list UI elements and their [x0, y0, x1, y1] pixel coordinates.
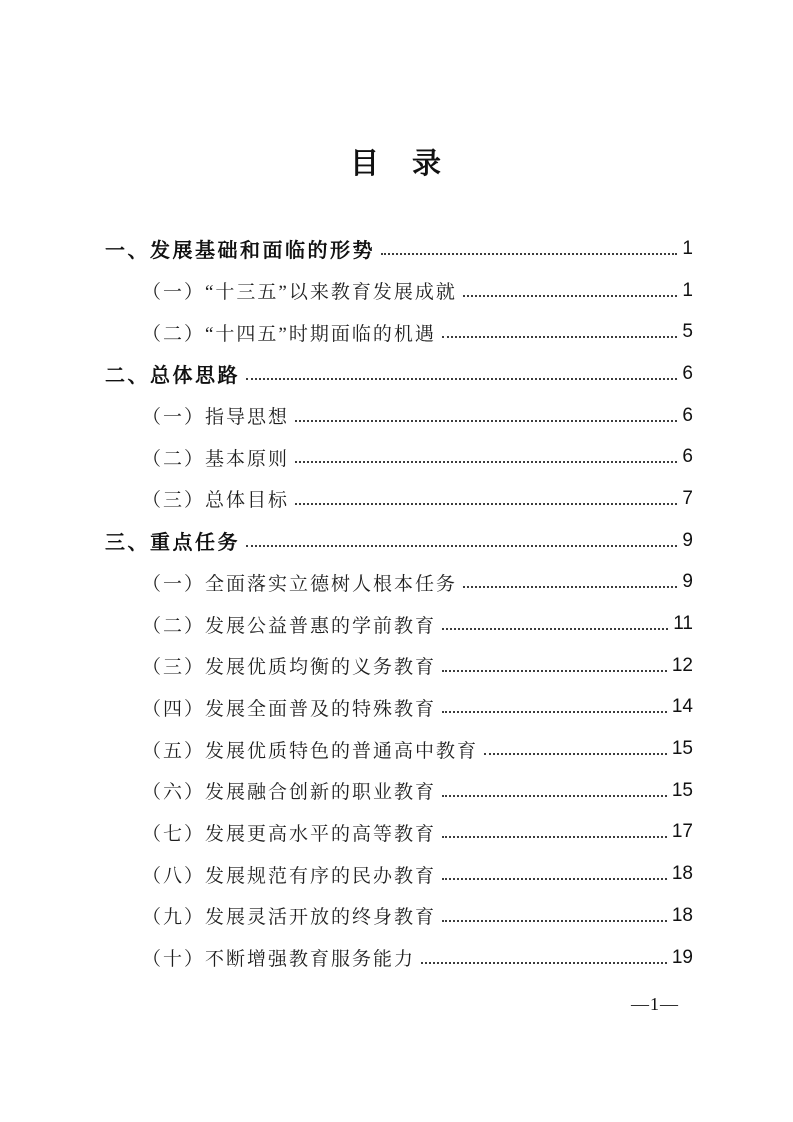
toc-dot-leader [381, 253, 677, 255]
toc-entry-label: （一）“十三五”以来教育发展成就 [142, 282, 457, 304]
toc-entry[interactable] [105, 353, 693, 395]
toc-entry-label: （三）总体目标 [142, 490, 290, 512]
toc-entry[interactable] [105, 728, 693, 770]
toc-dot-leader [421, 962, 667, 964]
toc-dot-leader [295, 461, 677, 463]
toc-entry[interactable] [105, 895, 693, 937]
toc-dot-leader [463, 586, 677, 588]
toc-entry-label: （九）发展灵活开放的终身教育 [142, 907, 437, 929]
toc-dot-leader [442, 336, 678, 338]
toc-entry-page: 1 [682, 279, 693, 301]
toc-entry[interactable] [105, 770, 693, 812]
toc-entry[interactable] [105, 645, 693, 687]
toc-entry-label: （二）发展公益普惠的学前教育 [142, 615, 437, 637]
toc-entry-label: （七）发展更高水平的高等教育 [142, 823, 437, 845]
toc-entry[interactable] [105, 436, 693, 478]
toc-entry-label: 三、重点任务 [105, 532, 240, 555]
toc-entry[interactable] [105, 812, 693, 854]
footer-page-number: —1— [631, 994, 679, 1014]
toc-entry-page: 15 [671, 779, 693, 801]
toc-entry-label: （八）发展规范有序的民办教育 [142, 865, 437, 887]
toc-dot-leader [246, 378, 677, 380]
toc-entry-page: 18 [671, 863, 693, 885]
toc-entry-label: （三）发展优质均衡的义务教育 [142, 657, 437, 679]
toc-entry-page: 9 [682, 571, 693, 593]
toc-dot-leader [484, 753, 667, 755]
toc-entry-label: （二）“十四五”时期面临的机遇 [142, 323, 436, 345]
toc-entry-page: 11 [673, 613, 693, 635]
toc-list [105, 228, 693, 978]
toc-entry-label: （四）发展全面普及的特殊教育 [142, 698, 437, 720]
toc-entry[interactable] [105, 937, 693, 979]
toc-entry[interactable] [105, 853, 693, 895]
toc-entry[interactable] [105, 270, 693, 312]
toc-entry-page: 19 [671, 946, 693, 968]
toc-entry-label: （六）发展融合创新的职业教育 [142, 782, 437, 804]
toc-entry-page: 6 [682, 404, 693, 426]
toc-entry-page: 15 [671, 738, 693, 760]
toc-entry-label: （一）全面落实立德树人根本任务 [142, 573, 458, 595]
toc-dot-leader [246, 545, 677, 547]
toc-entry-page: 14 [671, 696, 693, 718]
toc-entry[interactable] [105, 562, 693, 604]
toc-entry-label: （二）基本原则 [142, 448, 290, 470]
toc-dot-leader [442, 711, 667, 713]
toc-entry[interactable] [105, 520, 693, 562]
toc-dot-leader [442, 878, 667, 880]
toc-entry-page: 12 [671, 654, 693, 676]
toc-entry-page: 17 [671, 821, 693, 843]
toc-entry-page: 6 [682, 446, 693, 468]
toc-dot-leader [442, 920, 667, 922]
toc-dot-leader [442, 628, 668, 630]
toc-dot-leader [295, 503, 677, 505]
page-title: 目 录 [349, 148, 443, 180]
toc-entry-page: 1 [682, 237, 693, 259]
toc-entry-label: 一、发展基础和面临的形势 [105, 240, 375, 263]
toc-entry[interactable] [105, 687, 693, 729]
toc-dot-leader [442, 670, 667, 672]
toc-entry-label: （一）指导思想 [142, 407, 290, 429]
toc-dot-leader [463, 295, 678, 297]
toc-entry-page: 6 [682, 362, 693, 384]
toc-entry[interactable] [105, 228, 693, 270]
toc-entry[interactable] [105, 395, 693, 437]
toc-entry-page: 9 [682, 529, 693, 551]
toc-entry[interactable] [105, 603, 693, 645]
toc-entry-label: （五）发展优质特色的普通高中教育 [142, 740, 479, 762]
toc-dot-leader [295, 420, 677, 422]
toc-entry[interactable] [105, 311, 693, 353]
toc-entry-label: 二、总体思路 [105, 365, 240, 388]
toc-entry-page: 5 [682, 321, 693, 343]
toc-dot-leader [442, 836, 667, 838]
toc-entry-page: 7 [682, 487, 693, 509]
toc-entry[interactable] [105, 478, 693, 520]
toc-dot-leader [442, 795, 667, 797]
toc-entry-page: 18 [671, 904, 693, 926]
toc-entry-label: （十）不断增强教育服务能力 [142, 949, 416, 971]
